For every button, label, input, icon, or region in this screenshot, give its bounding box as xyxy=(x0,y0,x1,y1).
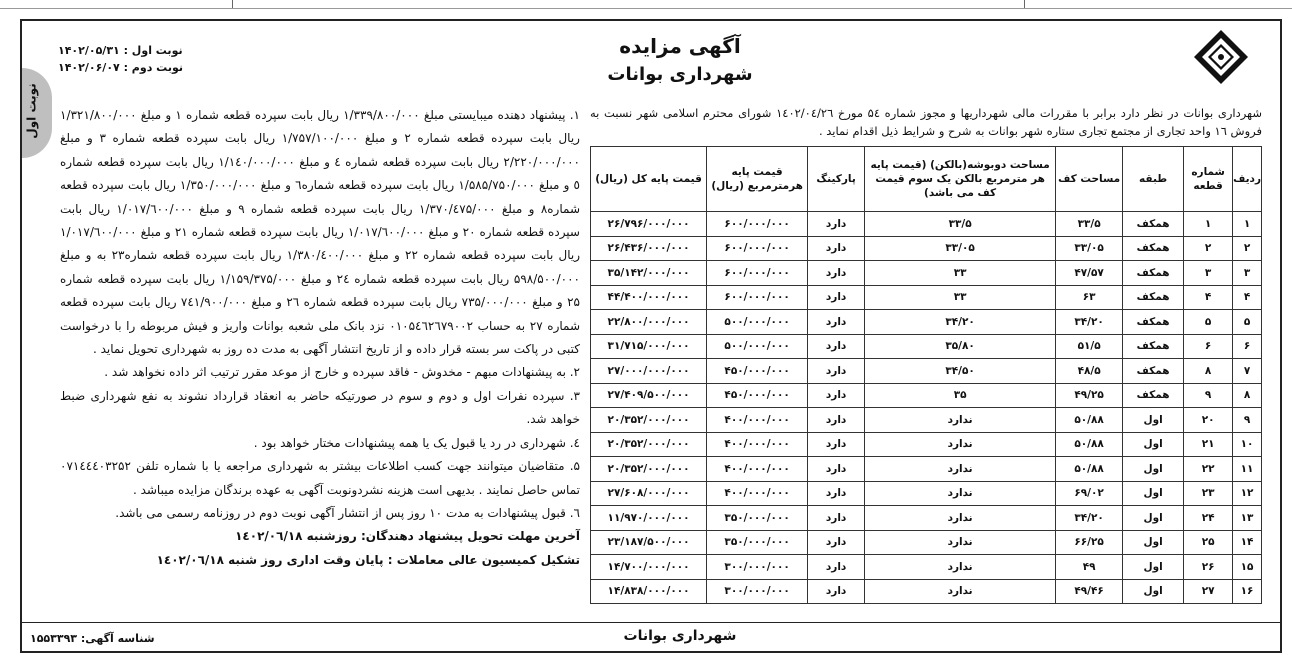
cell-lot-number: ۹ xyxy=(1184,383,1233,408)
table-row xyxy=(591,481,1262,506)
cell-floor-area: ۶۹/۰۲ xyxy=(1056,481,1123,506)
cell-lot-number: ۱ xyxy=(1184,212,1233,237)
cell-floor: اول xyxy=(1123,555,1184,580)
cell-floor-area: ۳۴/۲۰ xyxy=(1056,310,1123,335)
cell-parking: دارد xyxy=(808,579,865,604)
cell-floor: اول xyxy=(1123,506,1184,531)
cell-parking: دارد xyxy=(808,457,865,482)
cell-total-price: ۴۴/۴۰۰/۰۰۰/۰۰۰ xyxy=(591,285,707,310)
table-row xyxy=(591,408,1262,433)
table-row xyxy=(591,334,1262,359)
cell-floor-area: ۴۹ xyxy=(1056,555,1123,580)
cell-floor-area: ۵۱/۵ xyxy=(1056,334,1123,359)
cell-floor: اول xyxy=(1123,579,1184,604)
cell-row-number: ۱۱ xyxy=(1233,457,1262,482)
cell-parking: دارد xyxy=(808,506,865,531)
cell-lot-number: ۶ xyxy=(1184,334,1233,359)
cell-total-price: ۲۳/۱۸۷/۵۰۰/۰۰۰ xyxy=(591,530,707,555)
cell-floor: اول xyxy=(1123,457,1184,482)
cell-total-price: ۱۱/۹۷۰/۰۰۰/۰۰۰ xyxy=(591,506,707,531)
top-tick xyxy=(1024,0,1025,8)
cell-floor-area: ۳۳/۰۵ xyxy=(1056,236,1123,261)
cell-balcony-area: ندارد xyxy=(865,579,1056,604)
cell-floor-area: ۳۴/۲۰ xyxy=(1056,506,1123,531)
cell-unit-price: ۴۵۰/۰۰۰/۰۰۰ xyxy=(707,359,808,384)
cell-floor: همکف xyxy=(1123,212,1184,237)
cell-lot-number: ۴ xyxy=(1184,285,1233,310)
cell-parking: دارد xyxy=(808,383,865,408)
table-row xyxy=(591,506,1262,531)
table-header-row xyxy=(591,147,1262,212)
cell-total-price: ۲۷/۶۰۸/۰۰۰/۰۰۰ xyxy=(591,481,707,506)
cell-lot-number: ۲۷ xyxy=(1184,579,1233,604)
cell-unit-price: ۳۵۰/۰۰۰/۰۰۰ xyxy=(707,506,808,531)
cell-unit-price: ۵۰۰/۰۰۰/۰۰۰ xyxy=(707,310,808,335)
cell-floor-area: ۴۸/۵ xyxy=(1056,359,1123,384)
table-row xyxy=(591,310,1262,335)
cell-lot-number: ۲۵ xyxy=(1184,530,1233,555)
cell-row-number: ۶ xyxy=(1233,334,1262,359)
cell-floor-area: ۵۰/۸۸ xyxy=(1056,457,1123,482)
cell-total-price: ۲۲/۸۰۰/۰۰۰/۰۰۰ xyxy=(591,310,707,335)
intro-text: شهرداری بوانات در نظر دارد برابر با مقررات مالی شهرداریها و مجوز شماره ۵٤ مورخ ۱٤۰۲/۰٤/۲٦ شورای محترم اسلامی شهر نسبت به فروش ۱٦ واحد تجاری از مجتمع تجاری ستاره شهر بوانات به شرح و شرایط ذیل اقدام نماید . xyxy=(590,106,1262,138)
cell-unit-price: ۶۰۰/۰۰۰/۰۰۰ xyxy=(707,212,808,237)
table-row xyxy=(591,432,1262,457)
table-row xyxy=(591,579,1262,604)
side-tab-label: نوبت اول xyxy=(24,83,39,139)
cell-floor-area: ۴۷/۵۷ xyxy=(1056,261,1123,286)
cell-floor: همکف xyxy=(1123,236,1184,261)
cell-floor: همکف xyxy=(1123,310,1184,335)
cell-balcony-area: ندارد xyxy=(865,408,1056,433)
table-row xyxy=(591,212,1262,237)
cell-lot-number: ۲۱ xyxy=(1184,432,1233,457)
cell-total-price: ۲۷/۰۰۰/۰۰۰/۰۰۰ xyxy=(591,359,707,384)
cell-floor: همکف xyxy=(1123,359,1184,384)
cell-balcony-area: ۳۳ xyxy=(865,285,1056,310)
cell-row-number: ۴ xyxy=(1233,285,1262,310)
cell-balcony-area: ۳۴/۲۰ xyxy=(865,310,1056,335)
publication-dates xyxy=(58,42,238,76)
top-rule xyxy=(0,0,1292,9)
cell-parking: دارد xyxy=(808,212,865,237)
page-subtitle: شهرداری بوانات xyxy=(607,64,753,85)
condition-6: ٦. قبول پیشنهادات به مدت ۱۰ روز پس از انتشار آگهی نوبت دوم در روزنامه رسمی می باشد. xyxy=(115,505,580,520)
cell-floor-area: ۵۰/۸۸ xyxy=(1056,432,1123,457)
cell-balcony-area: ندارد xyxy=(865,506,1056,531)
conditions xyxy=(60,104,580,572)
cell-total-price: ۲۶/۷۹۶/۰۰۰/۰۰۰ xyxy=(591,212,707,237)
cell-row-number: ۹ xyxy=(1233,408,1262,433)
cell-total-price: ۲۰/۳۵۲/۰۰۰/۰۰۰ xyxy=(591,432,707,457)
cell-floor: اول xyxy=(1123,481,1184,506)
submission-deadline: آخرین مهلت تحویل پیشنهاد دهندگان: روزشنبه ۱٤۰۲/۰٦/۱۸ xyxy=(235,529,580,544)
col-balcony-area: مساحت دوبوشه(بالکن) (قیمت پایه هر مترمربع بالکن یک سوم قیمت کف می باشد) xyxy=(865,147,1056,212)
table-row xyxy=(591,457,1262,482)
cell-unit-price: ۴۰۰/۰۰۰/۰۰۰ xyxy=(707,481,808,506)
cell-lot-number: ۳ xyxy=(1184,261,1233,286)
cell-unit-price: ۴۰۰/۰۰۰/۰۰۰ xyxy=(707,432,808,457)
cell-balcony-area: ندارد xyxy=(865,530,1056,555)
table-row xyxy=(591,261,1262,286)
cell-row-number: ۱۲ xyxy=(1233,481,1262,506)
cell-balcony-area: ندارد xyxy=(865,432,1056,457)
cell-floor: همکف xyxy=(1123,334,1184,359)
cell-floor-area: ۴۹/۲۵ xyxy=(1056,383,1123,408)
cell-parking: دارد xyxy=(808,408,865,433)
cell-floor: اول xyxy=(1123,530,1184,555)
cell-parking: دارد xyxy=(808,359,865,384)
cell-lot-number: ۲۶ xyxy=(1184,555,1233,580)
cell-lot-number: ۵ xyxy=(1184,310,1233,335)
table-row xyxy=(591,236,1262,261)
cell-unit-price: ۵۰۰/۰۰۰/۰۰۰ xyxy=(707,334,808,359)
ad-id: شناسه آگهی: ۱۵۵۳۳۹۳ xyxy=(30,632,155,645)
cell-balcony-area: ۳۳ xyxy=(865,261,1056,286)
cell-unit-price: ۶۰۰/۰۰۰/۰۰۰ xyxy=(707,236,808,261)
cell-total-price: ۲۰/۳۵۲/۰۰۰/۰۰۰ xyxy=(591,408,707,433)
cell-total-price: ۳۵/۱۴۲/۰۰۰/۰۰۰ xyxy=(591,261,707,286)
cell-parking: دارد xyxy=(808,236,865,261)
cell-total-price: ۱۴/۸۳۸/۰۰۰/۰۰۰ xyxy=(591,579,707,604)
cell-total-price: ۳۱/۷۱۵/۰۰۰/۰۰۰ xyxy=(591,334,707,359)
second-publication-date: نوبت دوم : ۱۴۰۲/۰۶/۰۷ xyxy=(58,61,183,74)
cell-parking: دارد xyxy=(808,285,865,310)
cell-floor-area: ۳۳/۵ xyxy=(1056,212,1123,237)
cell-balcony-area: ۳۵ xyxy=(865,383,1056,408)
cell-parking: دارد xyxy=(808,481,865,506)
footer-title: شهرداری بوانات xyxy=(623,628,737,644)
cell-balcony-area: ندارد xyxy=(865,555,1056,580)
cell-unit-price: ۶۰۰/۰۰۰/۰۰۰ xyxy=(707,261,808,286)
condition-5: ۵. متقاضیان میتوانند جهت کسب اطلاعات بیشتر به شهرداری مراجعه یا با شماره تلفن ۰۷۱٤٤٤۰۳۲۵۲ تماس حاصل نمایند . بدیهی است هزینه نشردونوبت آگهی به عهده برندگان مزایده میباشد . xyxy=(60,459,580,497)
cell-row-number: ۱ xyxy=(1233,212,1262,237)
cell-lot-number: ۲ xyxy=(1184,236,1233,261)
cell-floor-area: ۶۳ xyxy=(1056,285,1123,310)
cell-floor: همکف xyxy=(1123,261,1184,286)
page-title: آگهی مزایده xyxy=(619,34,741,58)
col-lot-number: شماره قطعه xyxy=(1184,147,1233,212)
cell-row-number: ۱۶ xyxy=(1233,579,1262,604)
col-total-price: قیمت پایه کل (ریال) xyxy=(591,147,707,212)
cell-lot-number: ۲۰ xyxy=(1184,408,1233,433)
cell-balcony-area: ۳۴/۵۰ xyxy=(865,359,1056,384)
cell-parking: دارد xyxy=(808,334,865,359)
cell-lot-number: ۲۳ xyxy=(1184,481,1233,506)
table-row xyxy=(591,555,1262,580)
cell-row-number: ۳ xyxy=(1233,261,1262,286)
cell-lot-number: ۸ xyxy=(1184,359,1233,384)
cell-unit-price: ۶۰۰/۰۰۰/۰۰۰ xyxy=(707,285,808,310)
cell-unit-price: ۴۰۰/۰۰۰/۰۰۰ xyxy=(707,457,808,482)
table-row xyxy=(591,285,1262,310)
cell-row-number: ۷ xyxy=(1233,359,1262,384)
cell-row-number: ۱۴ xyxy=(1233,530,1262,555)
lots-table xyxy=(590,146,1262,604)
cell-parking: دارد xyxy=(808,555,865,580)
cell-balcony-area: ۳۵/۸۰ xyxy=(865,334,1056,359)
cell-floor-area: ۶۶/۲۵ xyxy=(1056,530,1123,555)
table-row xyxy=(591,383,1262,408)
condition-3: ۳. سپرده نفرات اول و دوم و سوم در صورتیکه حاضر به انعقاد قرارداد نشوند به نفع شهرداری ضبط خواهد شد. xyxy=(60,388,580,427)
first-publication-date: نوبت اول : ۱۴۰۲/۰۵/۳۱ xyxy=(58,44,183,57)
cell-parking: دارد xyxy=(808,261,865,286)
cell-unit-price: ۳۵۰/۰۰۰/۰۰۰ xyxy=(707,530,808,555)
col-floor: طبقه xyxy=(1123,147,1184,212)
cell-total-price: ۲۶/۴۳۶/۰۰۰/۰۰۰ xyxy=(591,236,707,261)
cell-row-number: ۱۵ xyxy=(1233,555,1262,580)
condition-2: ۲. به پیشنهادات مبهم - مخدوش - فاقد سپرده و خارج از موعد مقرر ترتیب اثر داده نخواهد شد . xyxy=(104,365,580,380)
cell-unit-price: ۴۵۰/۰۰۰/۰۰۰ xyxy=(707,383,808,408)
cell-row-number: ۵ xyxy=(1233,310,1262,335)
cell-total-price: ۱۴/۷۰۰/۰۰۰/۰۰۰ xyxy=(591,555,707,580)
cell-row-number: ۸ xyxy=(1233,383,1262,408)
table-row xyxy=(591,530,1262,555)
condition-1: ۱. پیشنهاد دهنده میبایستی مبلغ ۱/۳۳۹/۸۰۰/۰۰۰ ریال بابت سپرده قطعه شماره ۱ و مبلغ ۱/۳۲۱/۸۰۰/۰۰۰ ریال بابت سپرده قطعه شماره ۲ و مبلغ ۱/۷۵۷/۱۰۰/۰۰۰ ریال بابت سپرده قطعه شماره ۳ و مبلغ ۲/۲۲۰/۰۰۰/۰۰۰ ریال بابت سپرده قطعه شماره ٤ و مبلغ ۱/۱٤۰/۰۰۰/۰۰۰ ریال بابت سپرده قطعه شماره ٥ و مبلغ ۱/۵۸۵/۷۵۰/۰۰۰ ریال بابت سپرده قطعه شماره٦ و مبلغ ۱/۳۵۰/۰۰۰/۰۰۰ ریال بابت سپرده قطعه شماره۸ و مبلغ ۱/۳۷۰/٤۷۵/۰۰۰ ریال بابت سپرده قطعه شماره ۹ و مبلغ ۱/۰۱۷/٦۰۰/۰۰۰ ریال بابت سپرده قطعه شماره ۲۰ و مبلغ ۱/۰۱۷/٦۰۰/۰۰۰ ریال بابت سپرده قطعه شماره ۲۱ و مبلغ ۱/۰۱۷/٦۰۰/۰۰۰ ریال بابت سپرده قطعه شماره ۲۲ و مبلغ ۱/۳۸۰/٤۰۰/۰۰۰ ریال بابت سپرده قطعه شماره۲۳ به و مبلغ ۵۹۸/۵۰۰/۰۰۰ ریال بابت سپرده قطعه شماره ۲٤ و مبلغ ۱/۱۵۹/۳۷۵/۰۰۰ ریال بابت سپرده قطعه شماره ۲۵ و مبلغ ۷۳۵/۰۰۰/۰۰۰ ریال بابت سپرده قطعه شماره ۲٦ و مبلغ ۷٤۱/۹۰۰/۰۰۰ ریال بابت سپرده قطعه شماره ۲۷ به حساب ۰۱۰۵٤٦٢٦۷۹۰۰۲ نزد بانک ملی شعبه بوانات واریز و فیش مربوطه را با درخواست کتبی در پاکت سر بسته قرار داده و از تاریخ انتشار آگهی به مدت ده روز به شهرداری تحویل نماید . xyxy=(60,108,581,357)
cell-row-number: ۲ xyxy=(1233,236,1262,261)
commission-date: تشکیل کمیسیون عالی معاملات : پایان وقت اداری روز شنبه ۱٤۰۲/۰٦/۱۸ xyxy=(156,552,580,567)
col-floor-area: مساحت کف xyxy=(1056,147,1123,212)
col-parking: پارکینگ xyxy=(808,147,865,212)
cell-floor-area: ۵۰/۸۸ xyxy=(1056,408,1123,433)
top-tick xyxy=(232,0,233,8)
municipality-logo-icon xyxy=(1192,28,1250,86)
cell-total-price: ۲۰/۳۵۲/۰۰۰/۰۰۰ xyxy=(591,457,707,482)
cell-unit-price: ۳۰۰/۰۰۰/۰۰۰ xyxy=(707,555,808,580)
cell-floor: اول xyxy=(1123,432,1184,457)
col-row: ردیف xyxy=(1233,147,1262,212)
cell-balcony-area: ندارد xyxy=(865,457,1056,482)
cell-lot-number: ۲۴ xyxy=(1184,506,1233,531)
cell-balcony-area: ۳۳/۰۵ xyxy=(865,236,1056,261)
cell-parking: دارد xyxy=(808,432,865,457)
table-row xyxy=(591,359,1262,384)
cell-parking: دارد xyxy=(808,530,865,555)
condition-4: ٤. شهرداری در رد یا قبول یک یا همه پیشنهادات مختار خواهد بود . xyxy=(253,435,580,450)
cell-total-price: ۲۷/۴۰۹/۵۰۰/۰۰۰ xyxy=(591,383,707,408)
cell-balcony-area: ۳۳/۵ xyxy=(865,212,1056,237)
cell-parking: دارد xyxy=(808,310,865,335)
cell-floor: همکف xyxy=(1123,383,1184,408)
cell-row-number: ۱۳ xyxy=(1233,506,1262,531)
cell-unit-price: ۳۰۰/۰۰۰/۰۰۰ xyxy=(707,579,808,604)
col-unit-price: قیمت پایه هرمترمربع (ریال) xyxy=(707,147,808,212)
cell-floor: اول xyxy=(1123,408,1184,433)
cell-floor-area: ۴۹/۴۶ xyxy=(1056,579,1123,604)
cell-floor: همکف xyxy=(1123,285,1184,310)
cell-balcony-area: ندارد xyxy=(865,481,1056,506)
cell-lot-number: ۲۲ xyxy=(1184,457,1233,482)
cell-row-number: ۱۰ xyxy=(1233,432,1262,457)
cell-unit-price: ۴۰۰/۰۰۰/۰۰۰ xyxy=(707,408,808,433)
